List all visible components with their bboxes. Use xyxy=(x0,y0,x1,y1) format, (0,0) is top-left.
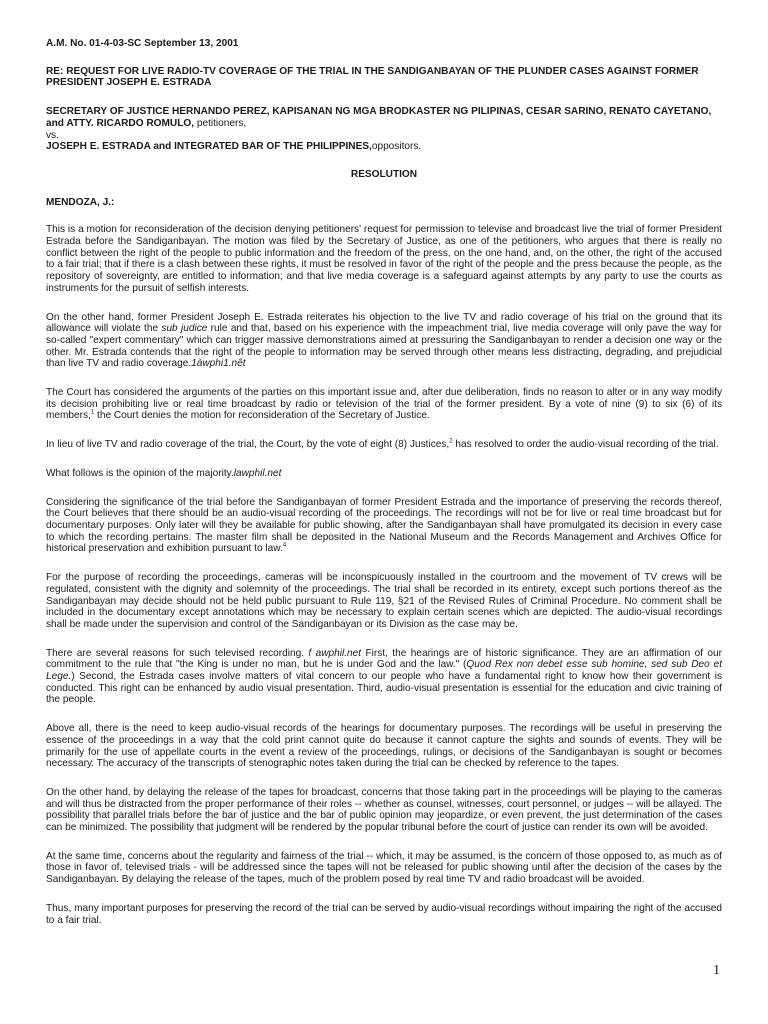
resolution-heading: RESOLUTION xyxy=(350,168,418,180)
watermark-text: 1àwphi1.nêt xyxy=(191,358,246,370)
latin-maxim: Quod Rex non debet esse sub homine, sed sub Deo et Lege. xyxy=(46,659,722,683)
footnote-ref-2: 2 xyxy=(449,438,453,445)
footnote-ref-4: 4 xyxy=(282,543,287,550)
petitioners-role: petitioners, xyxy=(194,117,247,129)
ponente: MENDOZA, J.: xyxy=(46,196,115,208)
case-title: RE: REQUEST FOR LIVE RADIO-TV COVERAGE OF THE TRIAL IN THE SANDIGANBAYAN OF THE PLUNDER CASES AGAINST FORMER PRESIDENT JOSEPH E. ESTRADA xyxy=(46,65,699,89)
oppositors-role: oppositors. xyxy=(371,141,422,153)
sub-judice-term: sub judice xyxy=(161,323,208,335)
paragraph-10: On the other hand, by delaying the release of the tapes for broadcast, concerns that those taking part in the proceedings will be playing to the cameras and will thus be distracted from the proper performance of their roles -- whether as counsel, witnesses, court personnel, or judges -- will be allayed. The possibility that parallel trials before the bar of justice and the bar of public opinion may jeopardize, or even prevent, the just determination of the cases can be minimized. The possibility that judgment will be rendered by the popular tribunal before the court of justice can render its own will be avoided. xyxy=(46,786,722,834)
watermark-text: lawphil.net xyxy=(233,467,282,479)
case-number: A.M. No. 01-4-03-SC September 13, 2001 xyxy=(46,38,239,49)
paragraph-12: Thus, many important purposes for preserving the record of the trial can be served by audio-visual recordings without impairing the right of the accused to a fair trial. xyxy=(46,902,722,926)
paragraph-3: The Court has considered the arguments of the parties on this important issue and, after due deliberation, finds no reason to alter or in any way modify its decision prohibiting live or real time broadcast by radio or television of the trial of the former president. By a vote of nine (9) to six (6) of its members,$^1$ the Court denies the motion for reconsideration of the Secretary of Justice. xyxy=(46,387,722,422)
watermark-text: f awphil.net xyxy=(308,647,362,659)
paragraph-8: There are several reasons for such televised recording. f awphil.net First, the hearings are of historic significance. They are an affirmation of our commitment to the rule that "the King is under no man, but he is under God and the law." (Quod Rex non debet esse sub homine, sed sub Deo et Lege.) Second, the Estrada cases involve matters of vital concern to our people who have a fundamental right to know how their government is conducted. This right can be enhanced by audio visual presentation. Third, audio-visual presentation is essential for the education and civic training of the people. xyxy=(46,647,722,706)
petitioners-names: SECRETARY OF JUSTICE HERNANDO PEREZ, KAPISANAN NG MGA BRODKASTER NG PILIPINAS, CESAR SARINO, RENATO CAYETANO, and ATTY. RICARDO ROMULO, xyxy=(46,106,712,129)
paragraph-9: Above all, there is the need to keep audio-visual records of the hearings for documentary purposes. The recordings will be useful in preserving the essence of the proceedings in a way that the cold print cannot quite do because it cannot capture the sights and sounds of events. They will be primarily for the use of appellate courts in the event a review of the proceedings, rulings, or decisions of the Sandiganbayan is sought or becomes necessary. The accuracy of the transcripts of stenographic notes taken during the trial can be checked by reference to the tapes. xyxy=(46,723,722,770)
paragraph-11: At the same time, concerns about the regularity and fairness of the trial -- which, it may be assumed, is the concern of those opposed to, as much as of those in favor of, televised trials - will be addressed since the tapes will not be released for public showing until after the decision of the cases by the Sandiganbayan. By delaying the release of the tapes, much of the problem posed by real time TV and radio broadcast will be avoided. xyxy=(46,850,722,886)
paragraph-1: This is a motion for reconsideration of the decision denying petitioners' request for permission to televise and broadcast live the trial of former President Estrada before the Sandiganbayan. The motion was filed by the Secretary of Justice, as one of the petitioners, who argues that there is really no conflict between the right of the people to public information and the freedom of the press, on the one hand, and, on the other, the right of the accused to a fair trial; that if there is a clash between these rights, it must be resolved in favor of the right of the people and the press because the people, as the repository of sovereignty, are entitled to information; and that live media coverage is a safeguard against attempts by any party to use the courts as instruments for the pursuit of selfish interests. xyxy=(46,224,722,294)
document-page xyxy=(46,38,722,926)
parties-block xyxy=(46,106,722,153)
paragraph-5: What follows is the opinion of the majority.lawphil.net xyxy=(46,467,282,479)
paragraph-6: Considering the significance of the trial before the Sandiganbayan of former President Estrada and the importance of preserving the records thereof, the Court believes that there should be an audio-visual recording of the proceedings. The recordings will not be for live or real time broadcast but for documentary purposes. Only later will they be available for public showing, after the Sandiganbayan shall have promulgated its decision in every case to which the recording pertains. The master film shall be deposited in the National Museum and the Records Management and Archives Office for historical preservation and exhibition pursuant to law.$^4$ xyxy=(46,496,722,555)
paragraph-7: For the purpose of recording the proceedings, cameras will be inconspicuously installed in the courtroom and the movement of TV crews will be regulated, consistent with the dignity and solemnity of the proceedings. The trial shall be recorded in its entirety, except such portions thereof as the Sandiganbayan may decide should not be held public pursuant to Rule 119, §21 of the Revised Rules of Criminal Procedure. No comment shall be included in the documentary except annotations which may be necessary to explain certain scenes which are depicted. The audio-visual recordings shall be made under the supervision and control of the Sandiganbayan or its Division as the case may be. xyxy=(46,572,722,630)
page-number: 1 xyxy=(713,963,720,978)
paragraph-4: In lieu of live TV and radio coverage of the trial, the Court, by the vote of eight (8) Justices,$^2$ has resolved to order the audio-visual recording of the trial. xyxy=(46,438,719,451)
paragraph-2: On the other hand, former President Joseph E. Estrada reiterates his objection to the live TV and radio coverage of his trial on the ground that its allowance will violate the sub judice rule and that, based on his experience with the impeachment trial, live media coverage will only pave the way for so-called "expert commentary" which can trigger massive demonstrations aimed at pressuring the Sandiganbayan to render a decision one way or the other. Mr. Estrada contends that the right of the people to information may be served through other means less distracting, degrading, and prejudicial than live TV and radio coverage.1àwphi1.nêt xyxy=(46,311,722,370)
footnote-ref-1: 1 xyxy=(90,410,95,417)
oppositors-names: JOSEPH E. ESTRADA and INTEGRATED BAR OF THE PHILIPPINES, xyxy=(46,141,372,153)
versus-label: vs. xyxy=(46,129,59,141)
